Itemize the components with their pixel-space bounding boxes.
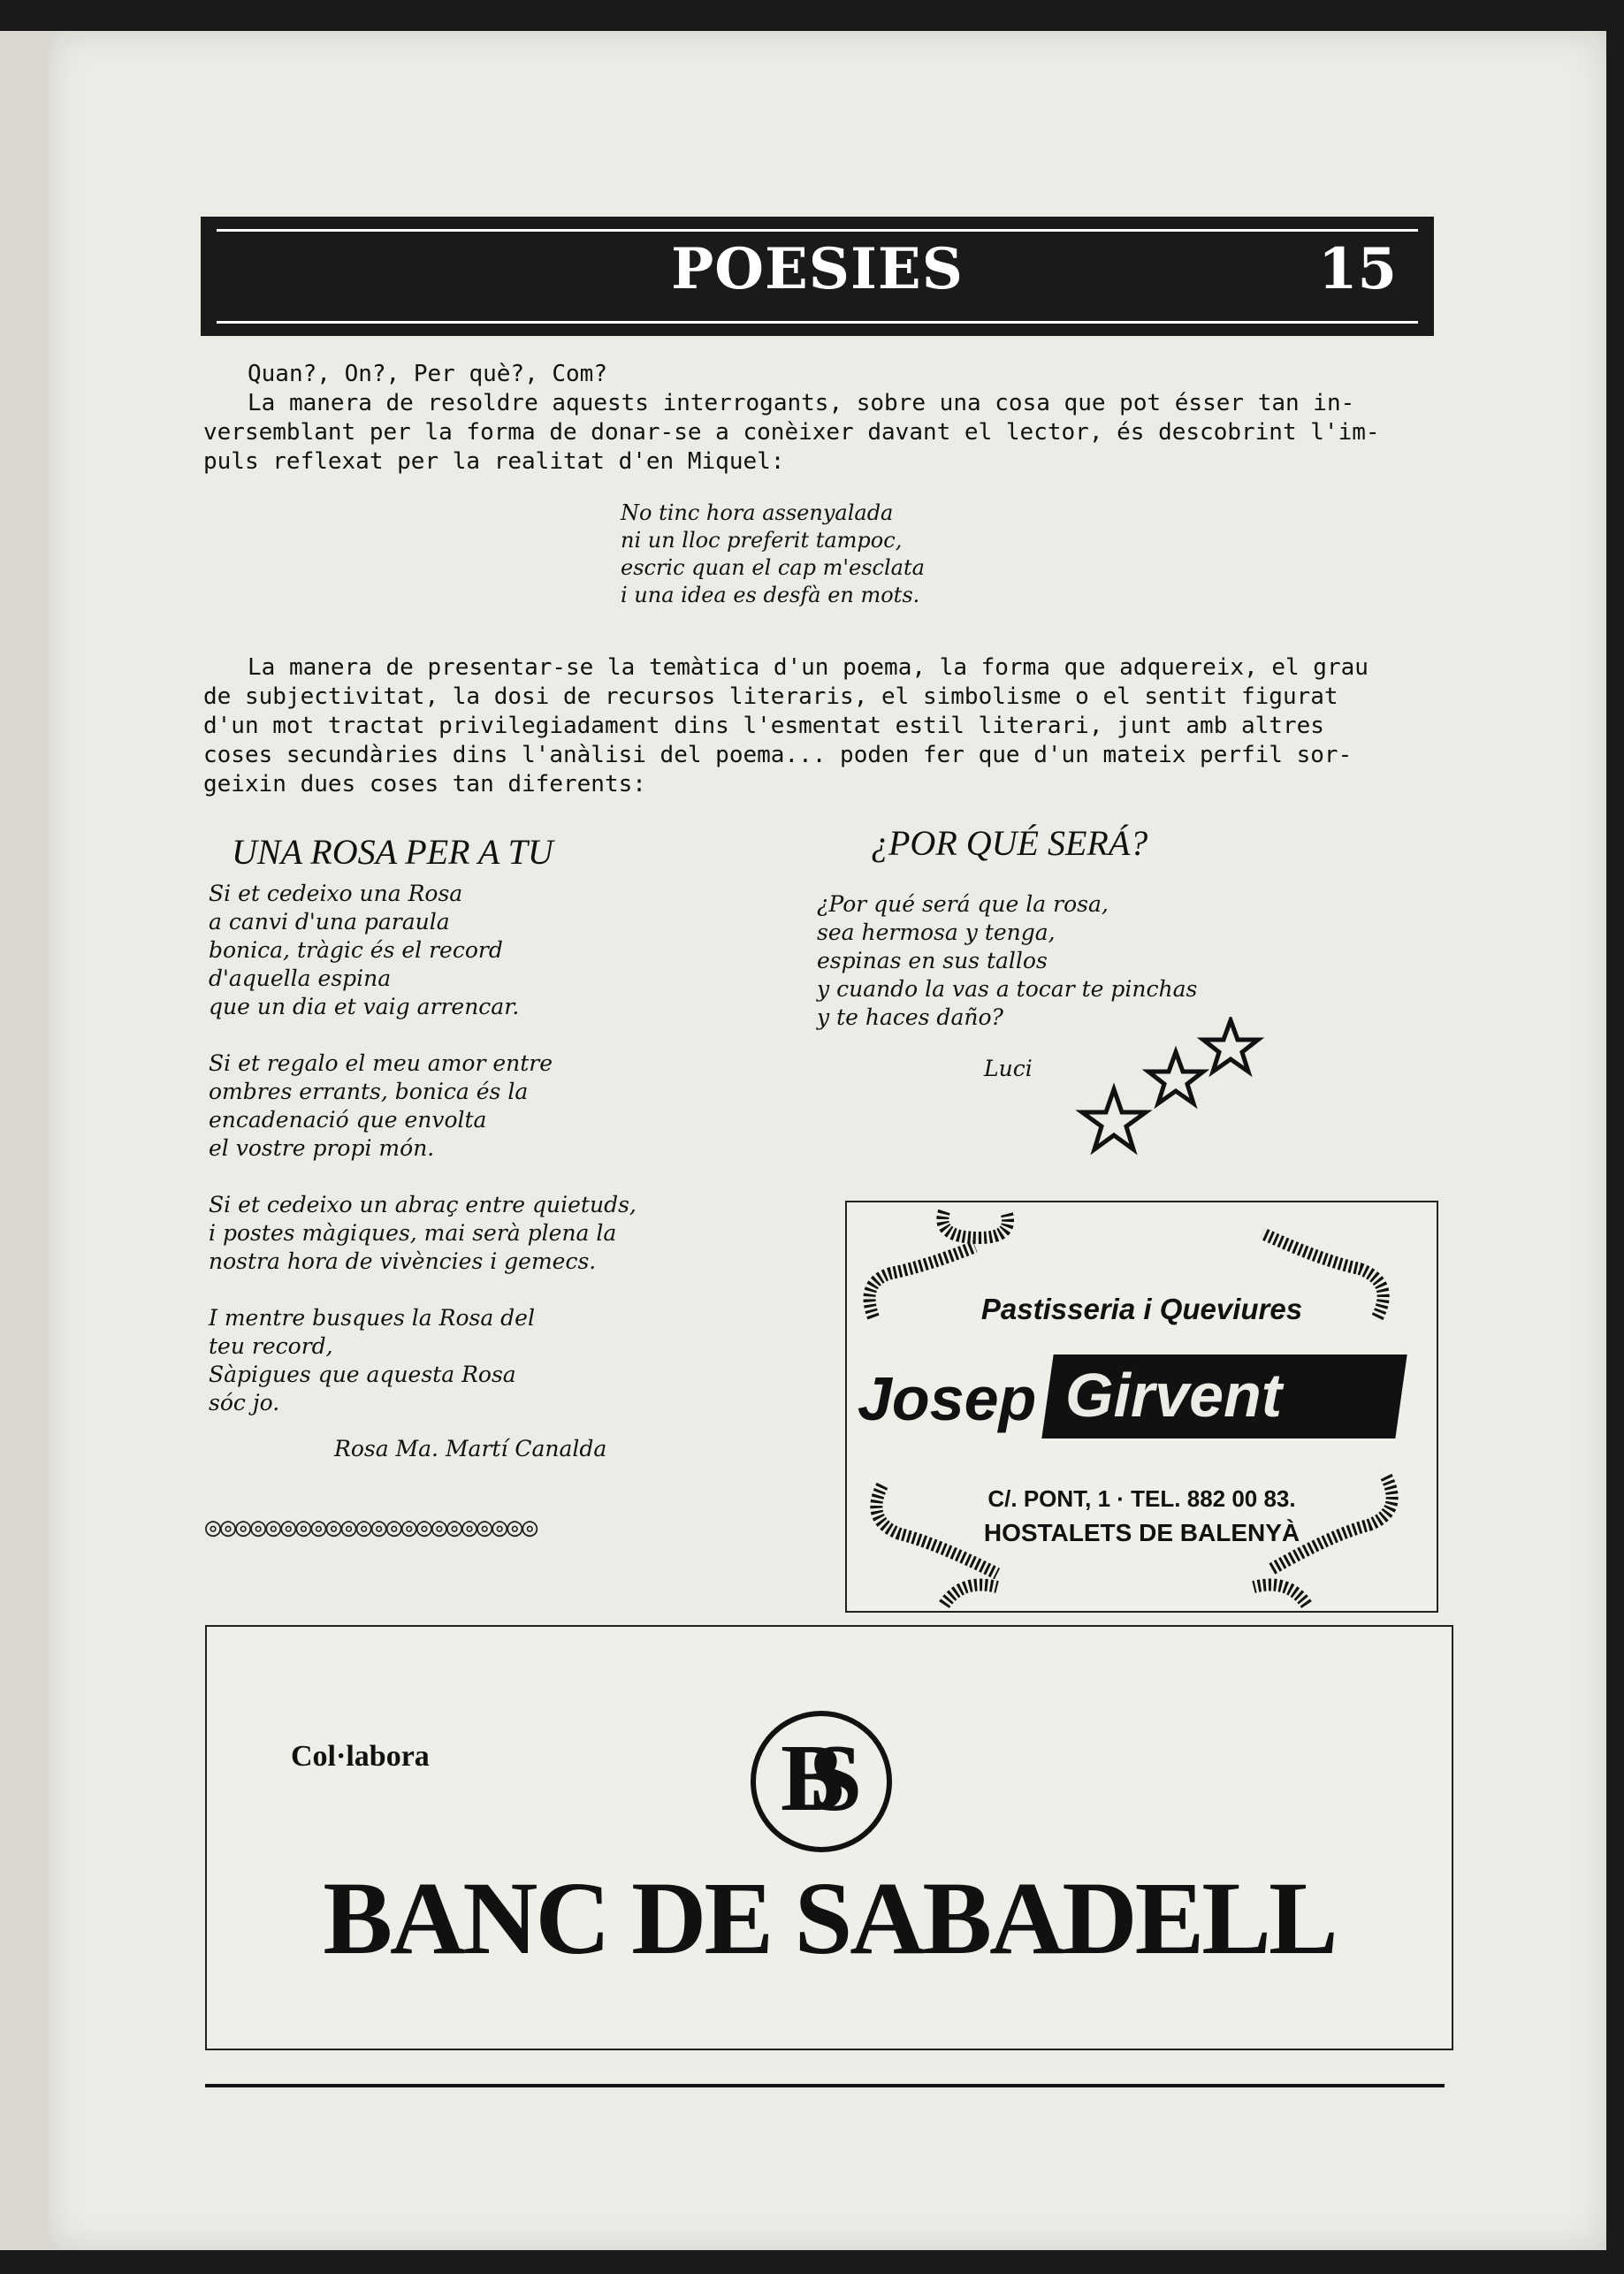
bottom-rule	[205, 2084, 1445, 2087]
paragraph-line: La manera de presentar-se la temàtica d'un poema, la forma que adquereix, el grau	[248, 654, 1369, 681]
quote-line: No tinc hora assenyalada	[621, 500, 894, 525]
ad-address: C/. PONT, 1 · TEL. 882 00 83.	[987, 1485, 1296, 1512]
paragraph-line: coses secundàries dins l'anàlisi del poema... poden fer que d'un mateix perfil sor-	[203, 742, 1353, 768]
paragraph-line: de subjectivitat, la dosi de recursos literaris, el simbolisme o el sentit figurat	[203, 683, 1338, 710]
intro-line: puls reflexat per la realitat d'en Miquel:	[203, 448, 785, 475]
bank-name: BANC DE SABADELL	[323, 1860, 1336, 1976]
section-title: POESIES	[671, 236, 964, 302]
poem1-stanza: Si et cedeixo una Rosa a canvi d'una paraula bonica, tràgic és el record d'aquella espina que un dia et vaig arrencar.	[209, 881, 520, 1019]
star-icon	[1148, 1052, 1203, 1103]
intro-line: La manera de resoldre aquests interrogants, sobre una cosa que pot ésser tan in-	[248, 390, 1355, 416]
paragraph-line: geixin dues coses tan diferents:	[203, 771, 646, 797]
facing-page-edge	[0, 31, 49, 2250]
bank-logo-icon	[751, 1711, 892, 1852]
ad-collabora: Col·labora	[291, 1740, 430, 1773]
header-rule-top	[217, 229, 1418, 232]
page-number: 15	[1317, 236, 1397, 302]
poem1-stanza: I mentre busques la Rosa del teu record, Sàpigues que aquesta Rosa sóc jo.	[209, 1305, 535, 1416]
ad-heading: Pastisseria i Queviures	[980, 1293, 1303, 1325]
ad-pastisseria	[845, 1201, 1438, 1613]
star-icon	[1203, 1020, 1258, 1072]
intro-questions: Quan?, On?, Per què?, Com?	[248, 361, 607, 387]
poem2-author: Luci	[984, 1056, 1033, 1081]
ad-banc-sabadell	[205, 1625, 1453, 2050]
poem2-title: ¿POR QUÉ SERÁ?	[871, 823, 1148, 863]
quoted-verse	[621, 500, 925, 609]
stars-decoration	[1070, 1017, 1282, 1158]
intro-line: versemblant per la forma de donar-se a conèixer davant el lector, és descobrint l'im-	[203, 419, 1380, 446]
body-paragraph	[203, 653, 1423, 799]
bank-logo-letters: BS	[780, 1726, 827, 1831]
ad-brand	[858, 1353, 1423, 1441]
quote-line: i una idea es desfà en mots.	[621, 583, 920, 607]
poem1-title: UNA ROSA PER A TU	[232, 832, 553, 872]
header-rule-bottom	[217, 321, 1418, 324]
poem1-author: Rosa Ma. Martí Canalda	[334, 1436, 607, 1461]
quote-line: escric quan el cap m'esclata	[621, 555, 925, 580]
brand-surname: Girvent	[1065, 1361, 1283, 1430]
brand-first-name: Josep	[858, 1364, 1037, 1433]
star-icon	[1082, 1089, 1146, 1149]
paragraph-line: d'un mot tractat privilegiadament dins l'esmentat estil literari, junt amb altres	[203, 713, 1324, 739]
poem1-stanza: Si et regalo el meu amor entre ombres errants, bonica és la encadenació que envolta el vostre propi món.	[209, 1050, 553, 1161]
poem1-body	[209, 880, 774, 1446]
section-header	[201, 217, 1434, 336]
quote-line: ni un lloc preferit tampoc,	[621, 528, 903, 553]
poem2-body: ¿Por qué será que la rosa, sea hermosa y tenga, espinas en sus tallos y cuando la vas a tocar te pinchas y te haces daño?	[817, 891, 1198, 1030]
poem1-stanza: Si et cedeixo un abraç entre quietuds, i postes màgiques, mai serà plena la nostra hora de vivències i gemecs.	[209, 1192, 637, 1274]
intro-paragraph	[203, 389, 1414, 477]
ornament-border: ◎◎◎◎◎◎◎◎◎◎◎◎◎◎◎◎◎◎◎◎◎◎	[205, 1512, 538, 1543]
ad-town: HOSTALETS DE BALENYÀ	[983, 1519, 1300, 1546]
